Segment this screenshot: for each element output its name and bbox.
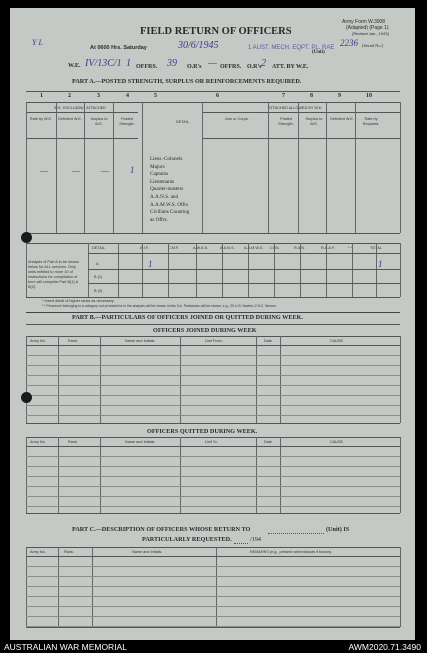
table-column-line xyxy=(400,336,401,423)
column-number: 4 xyxy=(126,93,129,99)
analysis-column-header: C.M.F. xyxy=(168,246,179,250)
att-by-we-label: ATT. BY W.E. xyxy=(272,64,309,70)
rank-label: A.A.N.S. and xyxy=(150,194,179,200)
analysis-column-header: A.I.F. xyxy=(140,246,149,250)
table-rule xyxy=(26,446,400,447)
column-number: 3 xyxy=(97,93,100,99)
column-line xyxy=(355,102,356,233)
table-row-line xyxy=(26,355,400,356)
we-excluding-attached-label: W.E. EXCLUDING ATTACHED xyxy=(54,106,106,110)
column-header: DETAIL. xyxy=(175,120,191,124)
analysis-column-header: A.W.A.S. xyxy=(193,246,209,250)
table-rule xyxy=(26,513,400,514)
table-column-line xyxy=(256,336,257,423)
analysis-column-header: A.A.M.W.S. xyxy=(244,246,264,250)
table-column-line xyxy=(280,336,281,423)
rank-label: Lieutenants xyxy=(150,178,175,185)
at-line-label: At 0600 Hrs. Saturday xyxy=(90,45,147,51)
column-number: 5 xyxy=(154,93,157,99)
table-rule xyxy=(26,423,400,424)
analysis-column-line xyxy=(300,243,301,297)
table-row-line xyxy=(26,486,400,487)
column-header: Deficient W.E. xyxy=(58,117,82,121)
table-column-header: Rank. xyxy=(68,339,78,343)
rank-label: as Offrs. xyxy=(150,216,168,223)
rule xyxy=(26,138,138,139)
table-column-line xyxy=(100,336,101,423)
table-row-line xyxy=(26,586,400,587)
offrs2-written: — xyxy=(208,58,217,69)
table-column-line xyxy=(26,547,27,627)
analysis-column-line xyxy=(142,243,143,297)
date-written: 30/6/1945 xyxy=(178,40,219,51)
punch-hole xyxy=(21,392,32,403)
analysis-column-header: A.A.N.S. xyxy=(220,246,235,250)
table-column-header: REMARKS (e.g., present whereabouts if known). xyxy=(250,550,333,554)
analysis-row-line xyxy=(88,253,400,254)
table-column-header: Rank. xyxy=(64,550,74,554)
table-column-line xyxy=(216,547,217,627)
column-line xyxy=(26,102,27,233)
table-row-line xyxy=(26,415,400,416)
analysis-row-b1: B (1) xyxy=(94,275,103,279)
rule xyxy=(26,243,400,244)
analysis-column-line xyxy=(400,243,401,297)
analysis-column-line xyxy=(196,243,197,297)
army-form-number: Army Form W.3008 xyxy=(342,19,386,25)
table-column-line xyxy=(58,547,59,627)
table-column-header: Army No. xyxy=(30,550,46,554)
column-number: 9 xyxy=(338,93,341,99)
table-row-line xyxy=(26,385,400,386)
column-line xyxy=(298,102,299,233)
table-row-line xyxy=(26,456,400,457)
analysis-column-header: * * xyxy=(348,246,353,250)
offrs-written: 1 xyxy=(126,58,131,69)
rule xyxy=(26,91,400,92)
written-total: 1 xyxy=(378,259,383,269)
table-row-line xyxy=(26,375,400,376)
analysis-column-line xyxy=(248,243,249,297)
written-dash-1: — xyxy=(40,166,49,176)
analysis-column-line xyxy=(26,243,27,297)
ors2-written: 2 xyxy=(261,58,266,69)
table-column-header: Unit From. xyxy=(205,339,223,343)
table-column-header: CAUSE. xyxy=(330,440,345,444)
column-number: 2 xyxy=(68,93,71,99)
analysis-note-1: * Insert detail of higher ranks as necessary. xyxy=(42,299,115,303)
table-row-line xyxy=(26,365,400,366)
table-row-line xyxy=(26,566,400,567)
table-column-header: Name and Initials. xyxy=(132,550,163,554)
form-title: FIELD RETURN OF OFFICERS xyxy=(140,26,292,37)
analysis-column-line xyxy=(118,243,119,297)
ors-label: O.R's xyxy=(187,64,202,70)
table-column-header: Name and Initials. xyxy=(125,339,156,343)
analysis-row-line xyxy=(88,269,400,270)
ors2-label: O.R's xyxy=(247,64,262,70)
column-header: Surplus to W.E. xyxy=(90,117,108,126)
rank-label: A.A.M.W.S. Offrs xyxy=(150,201,189,208)
table-row-line xyxy=(26,476,400,477)
column-number: 6 xyxy=(216,93,219,99)
footer-institution: AUSTRALIAN WAR MEMORIAL xyxy=(4,642,127,652)
column-header: Posted Strength. xyxy=(119,117,135,126)
table-column-header: Name and Initials. xyxy=(125,440,156,444)
rule xyxy=(26,112,138,113)
rule xyxy=(26,312,400,313)
written-aif: 1 xyxy=(148,259,153,269)
table-row-line xyxy=(26,506,400,507)
table-rule xyxy=(26,627,400,628)
table-column-header: Date. xyxy=(264,440,274,444)
analysis-row-a: A xyxy=(96,262,99,266)
quitted-heading: OFFICERS QUITTED DURING WEEK. xyxy=(147,428,258,435)
table-column-line xyxy=(26,437,27,513)
punch-hole xyxy=(21,232,32,243)
rule xyxy=(26,336,400,337)
part-c-requested: PARTICULARLY REQUESTED. xyxy=(142,536,232,543)
rule xyxy=(202,138,400,139)
rule xyxy=(26,547,400,548)
column-number: 1 xyxy=(40,93,43,99)
analysis-detail-label: DETAIL xyxy=(92,246,106,250)
column-header: Rate by Required. xyxy=(362,117,380,126)
rule xyxy=(26,437,400,438)
table-row-line xyxy=(26,405,400,406)
analysis-note-2: * * Personnel belonging to a category not provided for in the analysis will be shown in this Col. Particulars will be shown, e.g., 20 U.S. Navies; 2 N.Z. Nurses. xyxy=(42,304,277,308)
column-line xyxy=(202,102,203,233)
column-header: Rate by W.E. xyxy=(29,117,53,121)
table-column-header: Army No. xyxy=(30,339,46,343)
column-line xyxy=(400,102,401,233)
written-dash-2: — xyxy=(72,166,81,176)
analysis-column-line xyxy=(168,243,169,297)
rule xyxy=(234,543,248,544)
column-line xyxy=(56,102,57,233)
analysis-column-line xyxy=(376,243,377,297)
table-row-line xyxy=(26,606,400,607)
we-written: IV/13C/1 xyxy=(85,58,122,69)
table-row-line xyxy=(26,466,400,467)
column-number: 8 xyxy=(310,93,313,99)
rank-label: Lieut.-Colonels xyxy=(150,156,183,162)
table-column-line xyxy=(280,437,281,513)
table-row-line xyxy=(26,496,400,497)
analysis-row-b2: B (2) xyxy=(94,289,103,293)
table-column-line xyxy=(400,547,401,627)
rule xyxy=(26,102,400,103)
table-rule xyxy=(26,345,400,346)
footer-accession: AWM2020.71.3490 xyxy=(348,642,421,652)
table-column-line xyxy=(26,336,27,423)
rule xyxy=(26,233,400,234)
table-column-line xyxy=(100,437,101,513)
unit-stamp: 1 AUST. MECH. EQPT. PL. RAE xyxy=(248,45,335,51)
table-column-line xyxy=(92,547,93,627)
table-column-line xyxy=(180,437,181,513)
table-column-header: Unit To. xyxy=(205,440,218,444)
table-row-line xyxy=(26,596,400,597)
column-line xyxy=(268,102,269,233)
table-column-header: CAUSE. xyxy=(330,339,345,343)
column-number: 10 xyxy=(366,93,372,99)
revised-label: (Revised Jan., 1943) xyxy=(352,31,389,36)
offrs2-label: OFFRS. xyxy=(220,64,242,70)
analysis-column-header: TOTAL xyxy=(370,246,382,250)
analysis-column-header: CIVIL xyxy=(270,246,280,250)
column-line xyxy=(84,102,85,233)
analysis-column-header: R.A.N. xyxy=(294,246,306,250)
analysis-column-line xyxy=(222,243,223,297)
column-line xyxy=(326,102,327,233)
part-a-heading: PART A.—POSTED STRENGTH, SURPLUS OR REINFORCEMENTS REQUIRED. xyxy=(72,78,302,85)
serial-label: (Serial No.) xyxy=(362,43,384,48)
written-dash-3: — xyxy=(101,166,110,176)
ors-written: 39 xyxy=(167,58,177,69)
analysis-row-line xyxy=(26,297,400,298)
rule xyxy=(26,324,400,325)
attached-allowed-label: ATTACHED ALLOWED BY W.E. xyxy=(268,106,323,110)
column-header: Surplus to W.E. xyxy=(305,117,323,126)
rank-label: Captains xyxy=(150,171,169,178)
table-row-line xyxy=(26,616,400,617)
column-header: Arm or Corps. xyxy=(225,117,249,121)
rank-label: Quarter-masters xyxy=(150,186,184,193)
part-c-unit-is: (Unit) IS xyxy=(326,526,350,533)
column-header: Posted Strength. xyxy=(278,117,294,126)
analysis-column-header: R.A.A.F. xyxy=(321,246,335,250)
table-column-line xyxy=(256,437,257,513)
analysis-column-line xyxy=(352,243,353,297)
table-column-header: Rank. xyxy=(68,440,78,444)
table-column-line xyxy=(180,336,181,423)
serial-written: 2236 xyxy=(340,38,358,48)
part-c-date-tail: /194 xyxy=(250,536,262,543)
table-row-line xyxy=(26,576,400,577)
table-column-line xyxy=(58,437,59,513)
table-rule xyxy=(26,556,400,557)
offrs-label: OFFRS. xyxy=(136,64,158,70)
written-posted-strength: 1 xyxy=(130,165,135,175)
part-c-heading: PART C.—DESCRIPTION OF OFFICERS WHOSE RETURN TO xyxy=(72,526,251,533)
margin-mark: Y L xyxy=(32,38,43,47)
analysis-column-line xyxy=(88,243,89,297)
column-header: Deficient W.E. xyxy=(330,117,354,121)
rule xyxy=(202,112,400,113)
analysis-column-line xyxy=(274,243,275,297)
rank-label: Civilians Counting xyxy=(150,209,190,216)
table-column-header: Date. xyxy=(264,339,274,343)
column-number: 7 xyxy=(282,93,285,99)
analysis-left-note: Analysis of Part A to be shown below for ALL services. Only units entitled to more 10 of instructions for compilation of form will complete Part B(1) & B(2). xyxy=(28,260,80,289)
adapted-label: (Adapted) (Page 1) xyxy=(346,25,389,31)
column-line xyxy=(113,102,114,233)
table-column-header: Army No. xyxy=(30,440,46,444)
unit-label: (Unit) xyxy=(312,50,325,55)
table-column-line xyxy=(400,437,401,513)
part-b-heading: PART B.—PARTICULARS OF OFFICERS JOINED OR QUITTED DURING WEEK. xyxy=(72,314,303,321)
analysis-row-line xyxy=(88,283,400,284)
joined-heading: OFFICERS JOINED DURING WEEK xyxy=(153,327,257,334)
table-column-line xyxy=(58,336,59,423)
we-label: W.E. xyxy=(68,63,81,69)
table-row-line xyxy=(26,395,400,396)
rule xyxy=(268,533,324,534)
analysis-column-line xyxy=(326,243,327,297)
form-page xyxy=(10,8,415,640)
rank-label: Majors xyxy=(150,163,165,170)
column-line xyxy=(142,102,143,233)
